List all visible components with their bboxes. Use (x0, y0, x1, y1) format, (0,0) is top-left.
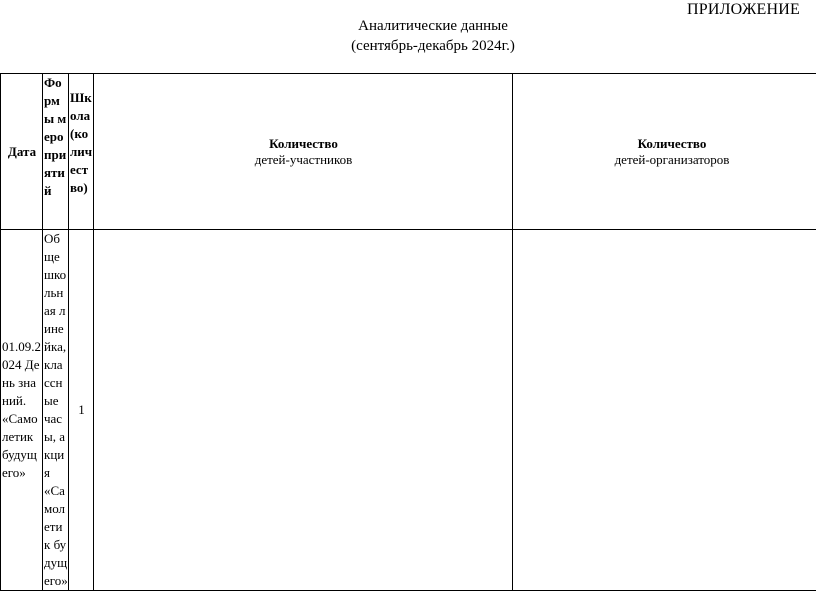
participants-header-main: Количество (95, 136, 512, 152)
column-header-forms: Формы мероприятий (43, 74, 69, 230)
participants-header-sub: детей-участников (95, 152, 512, 168)
appendix-label: ПРИЛОЖЕНИЕ (687, 1, 800, 19)
cell-school-count: 1 (69, 230, 94, 591)
document-title: Аналитические данные (0, 17, 816, 36)
organizers-header-main: Количество (514, 136, 816, 152)
table-header-row (1, 74, 816, 230)
column-header-school: Школа (количество) (69, 74, 94, 230)
column-header-date: Дата (1, 74, 43, 230)
cell-organizers (513, 230, 816, 591)
analytics-table (0, 73, 816, 591)
column-header-organizers (513, 74, 816, 230)
cell-date: 01.09.2024 День знаний. «Самолетик будущего» (1, 230, 43, 591)
cell-forms: Общешкольная линейка, классные часы, акция «Самолетик будущего» (43, 230, 69, 591)
organizers-header-sub: детей-организаторов (514, 152, 816, 168)
table-row (1, 230, 816, 591)
document-period: (сентябрь-декабрь 2024г.) (0, 37, 816, 56)
column-header-participants (94, 74, 513, 230)
cell-participants (94, 230, 513, 591)
